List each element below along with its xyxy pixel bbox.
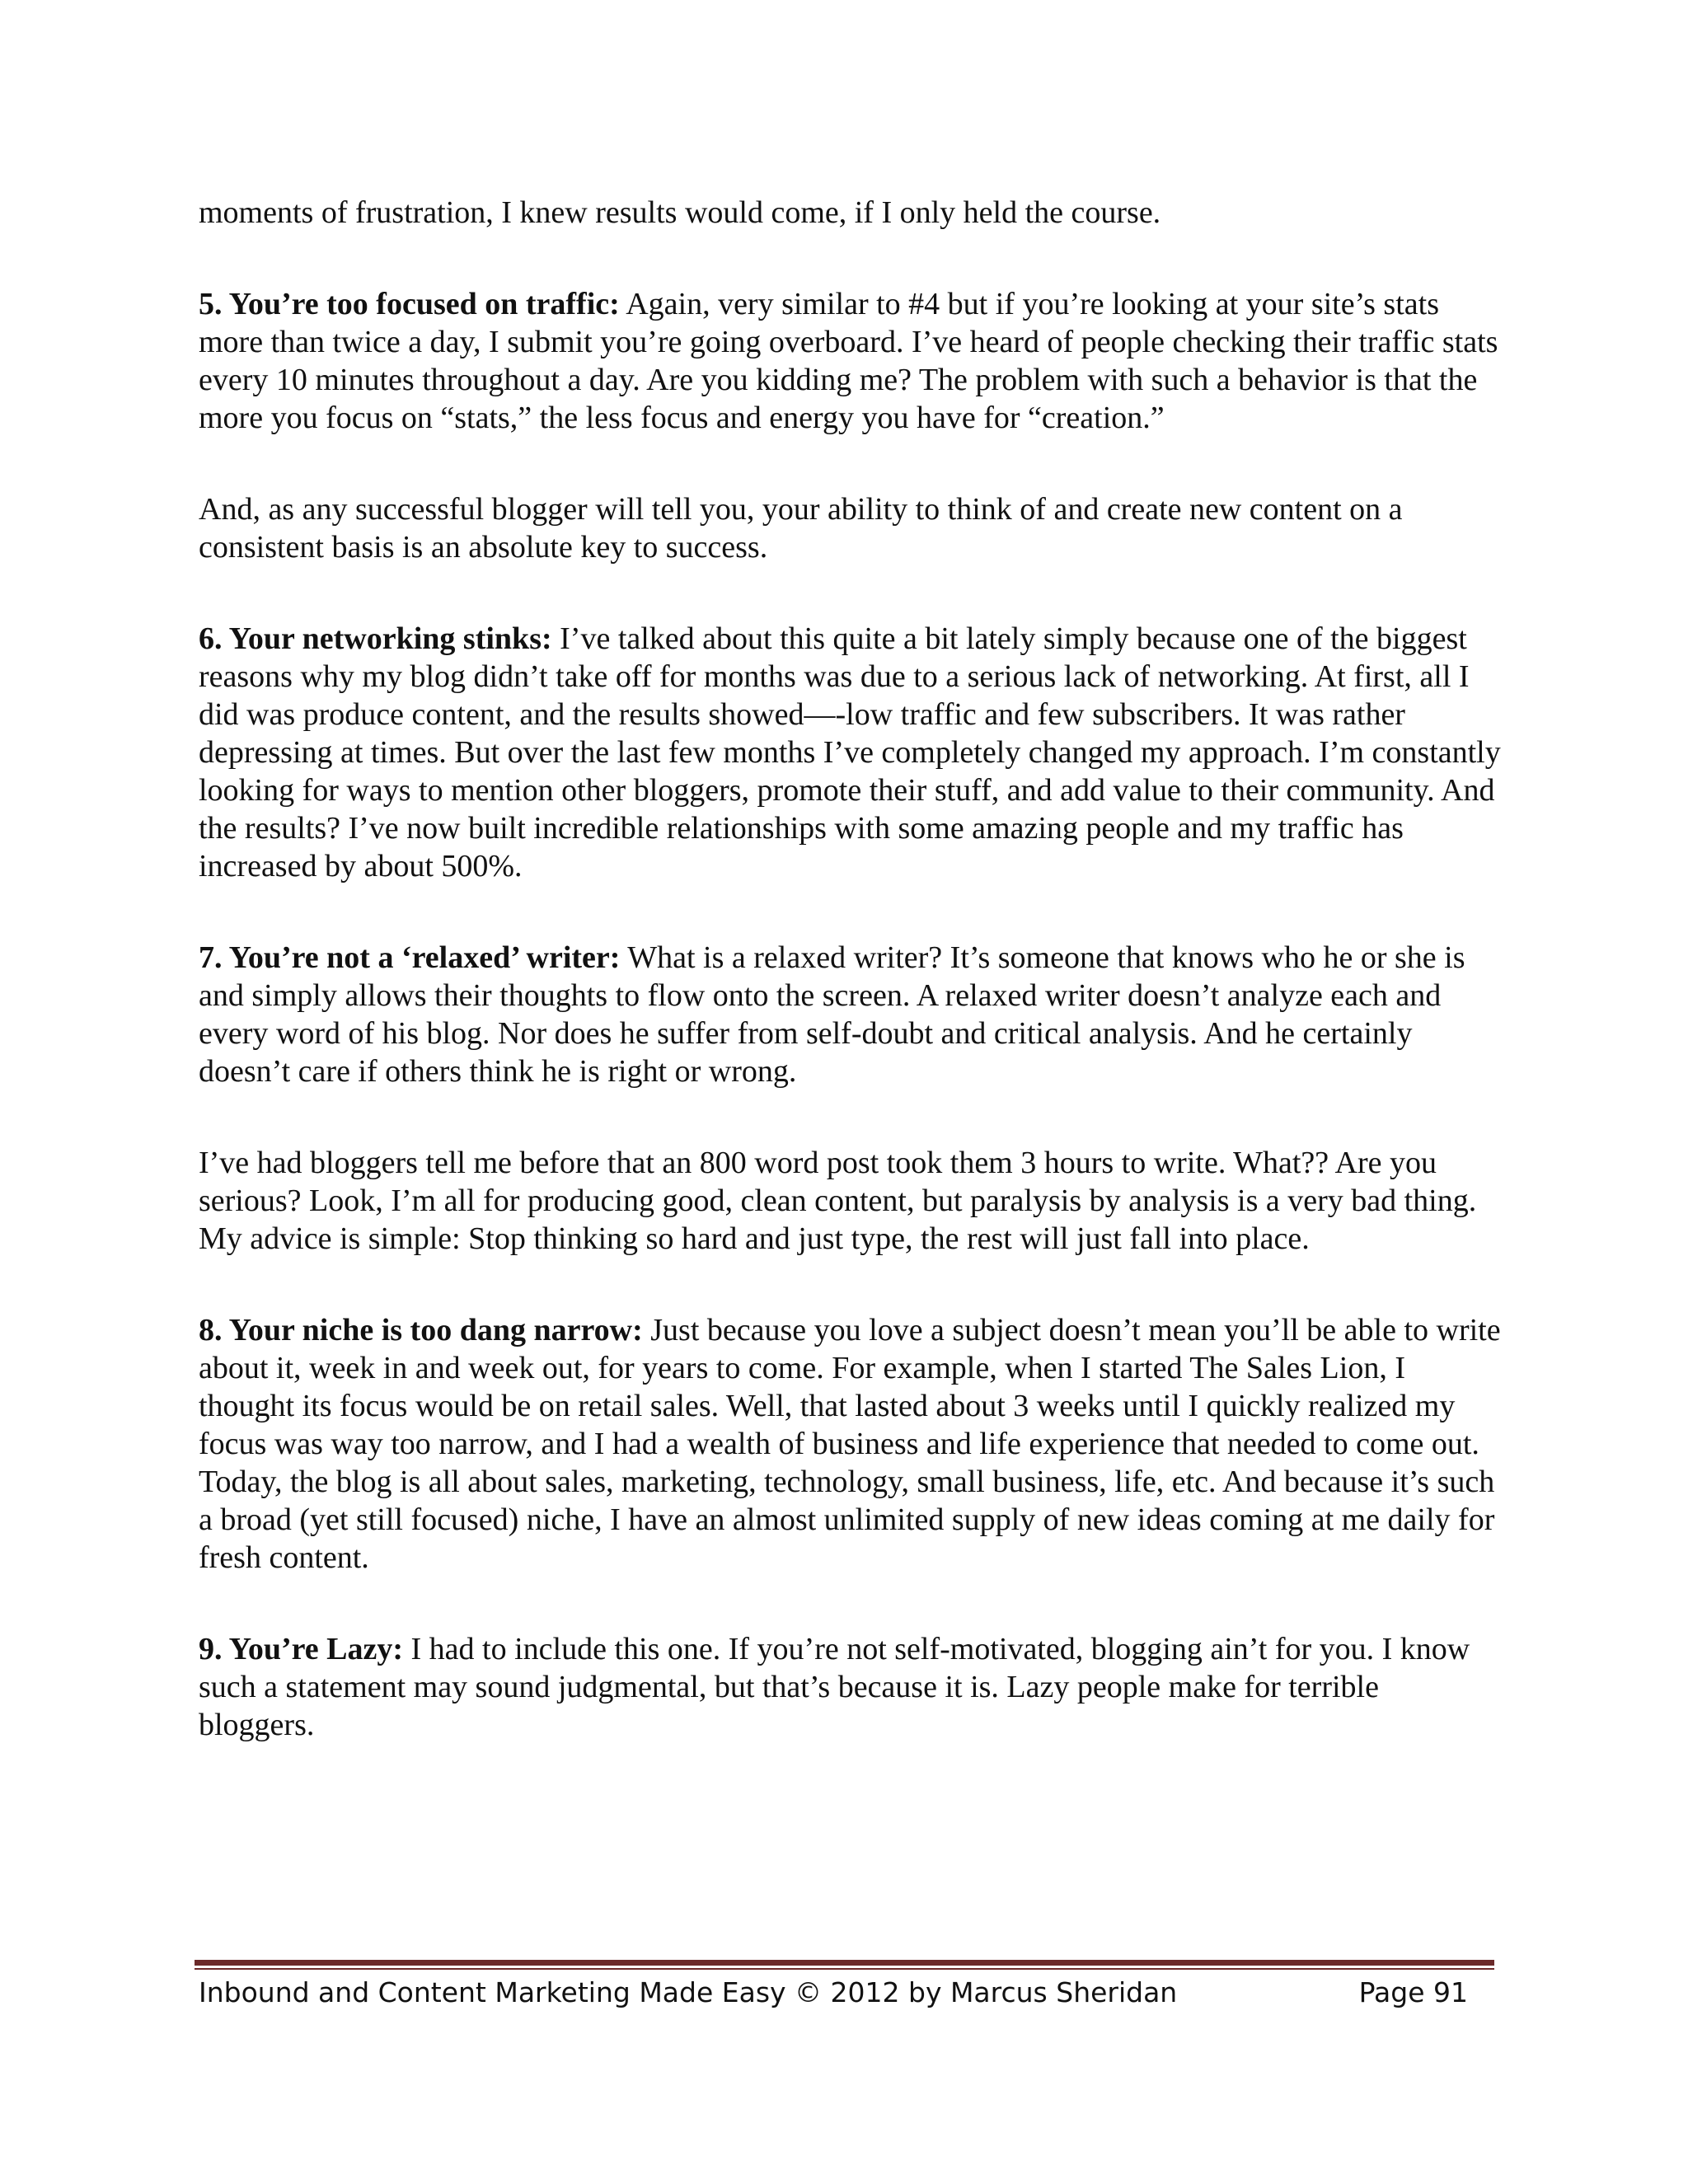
paragraph-point-8: 8. Your niche is too dang narrow: Just because you love a subject doesn’t mean you’ll be able to write about it, week in and week out, for years to come. For example, when I started The Sales Lion, I thought its focus would be on retail sales. Well, that lasted about 3 weeks until I quickly realized my focus was way too narrow, and I had a wealth of business and life experience that needed to come out. Today, the blog is all about sales, marketing, technology, small business, life, etc. And because it’s such a broad (yet still focused) niche, I have an almost unlimited supply of new ideas coming at me daily for fresh content. — [199, 1313, 1501, 1575]
point-heading: 8. Your niche is too dang narrow: — [199, 1313, 643, 1347]
paragraph-continuation: moments of frustration, I knew results would come, if I only held the course. — [199, 195, 1161, 230]
paragraph-point-9: 9. You’re Lazy: I had to include this one. If you’re not self-motivated, blogging ain’t for you. I know such a statement may sound judgmental, but that’s because it is. Lazy people make for terrible bloggers. — [199, 1632, 1470, 1742]
paragraph-point-7: 7. You’re not a ‘relaxed’ writer: What is a relaxed writer? It’s someone that knows who he or she is and simply allows their thoughts to flow onto the screen. A relaxed writer doesn’t analyze each and every word of his blog. Nor does he suffer from self-doubt and critical analysis. And he certainly doesn’t care if others think he is right or wrong. — [199, 940, 1465, 1089]
point-heading: 9. You’re Lazy: — [199, 1632, 404, 1666]
page-number: Page 91 — [1358, 1976, 1468, 2008]
paragraph-point-6: 6. Your networking stinks: I’ve talked about this quite a bit lately simply because one of the biggest reasons why my blog didn’t take off for months was due to a serious lack of networking. At first, all I did was produce content, and the results showed—-low traffic and few subscribers. It was rather depressing at times. But over the last few months I’ve completely changed my approach. I’m constantly looking for ways to mention other bloggers, promote their stuff, and add value to their community. And the results? I’ve now built incredible relationships with some amazing people and my traffic has increased by about 500%. — [199, 621, 1501, 883]
point-heading: 7. You’re not a ‘relaxed’ writer: — [199, 940, 621, 975]
paragraph-success-key: And, as any successful blogger will tell you, your ability to think of and create new content on a consistent basis is an absolute key to success. — [199, 492, 1403, 565]
body-text — [199, 194, 1501, 1744]
footer-divider-thick — [195, 1960, 1494, 1966]
footer-divider-thin — [195, 1968, 1494, 1970]
point-heading: 5. You’re too focused on traffic: — [199, 287, 620, 321]
footer-title: Inbound and Content Marketing Made Easy © 2012 by Marcus Sheridan — [199, 1976, 1178, 2008]
paragraph-point-5: 5. You’re too focused on traffic: Again, very similar to #4 but if you’re looking at your site’s stats more than twice a day, I submit you’re going overboard. I’ve heard of people checking their traffic stats every 10 minutes throughout a day. Are you kidding me? The problem with such a behavior is that the more you focus on “stats,” the less focus and energy you have for “creation.” — [199, 287, 1498, 435]
paragraph-paralysis: I’ve had bloggers tell me before that an 800 word post took them 3 hours to write. What?? Are you serious? Look, I’m all for producing good, clean content, but paralysis by analysis is a very bad thing. My advice is simple: Stop thinking so hard and just type, the rest will just fall into place. — [199, 1146, 1477, 1256]
point-heading: 6. Your networking stinks: — [199, 621, 552, 656]
